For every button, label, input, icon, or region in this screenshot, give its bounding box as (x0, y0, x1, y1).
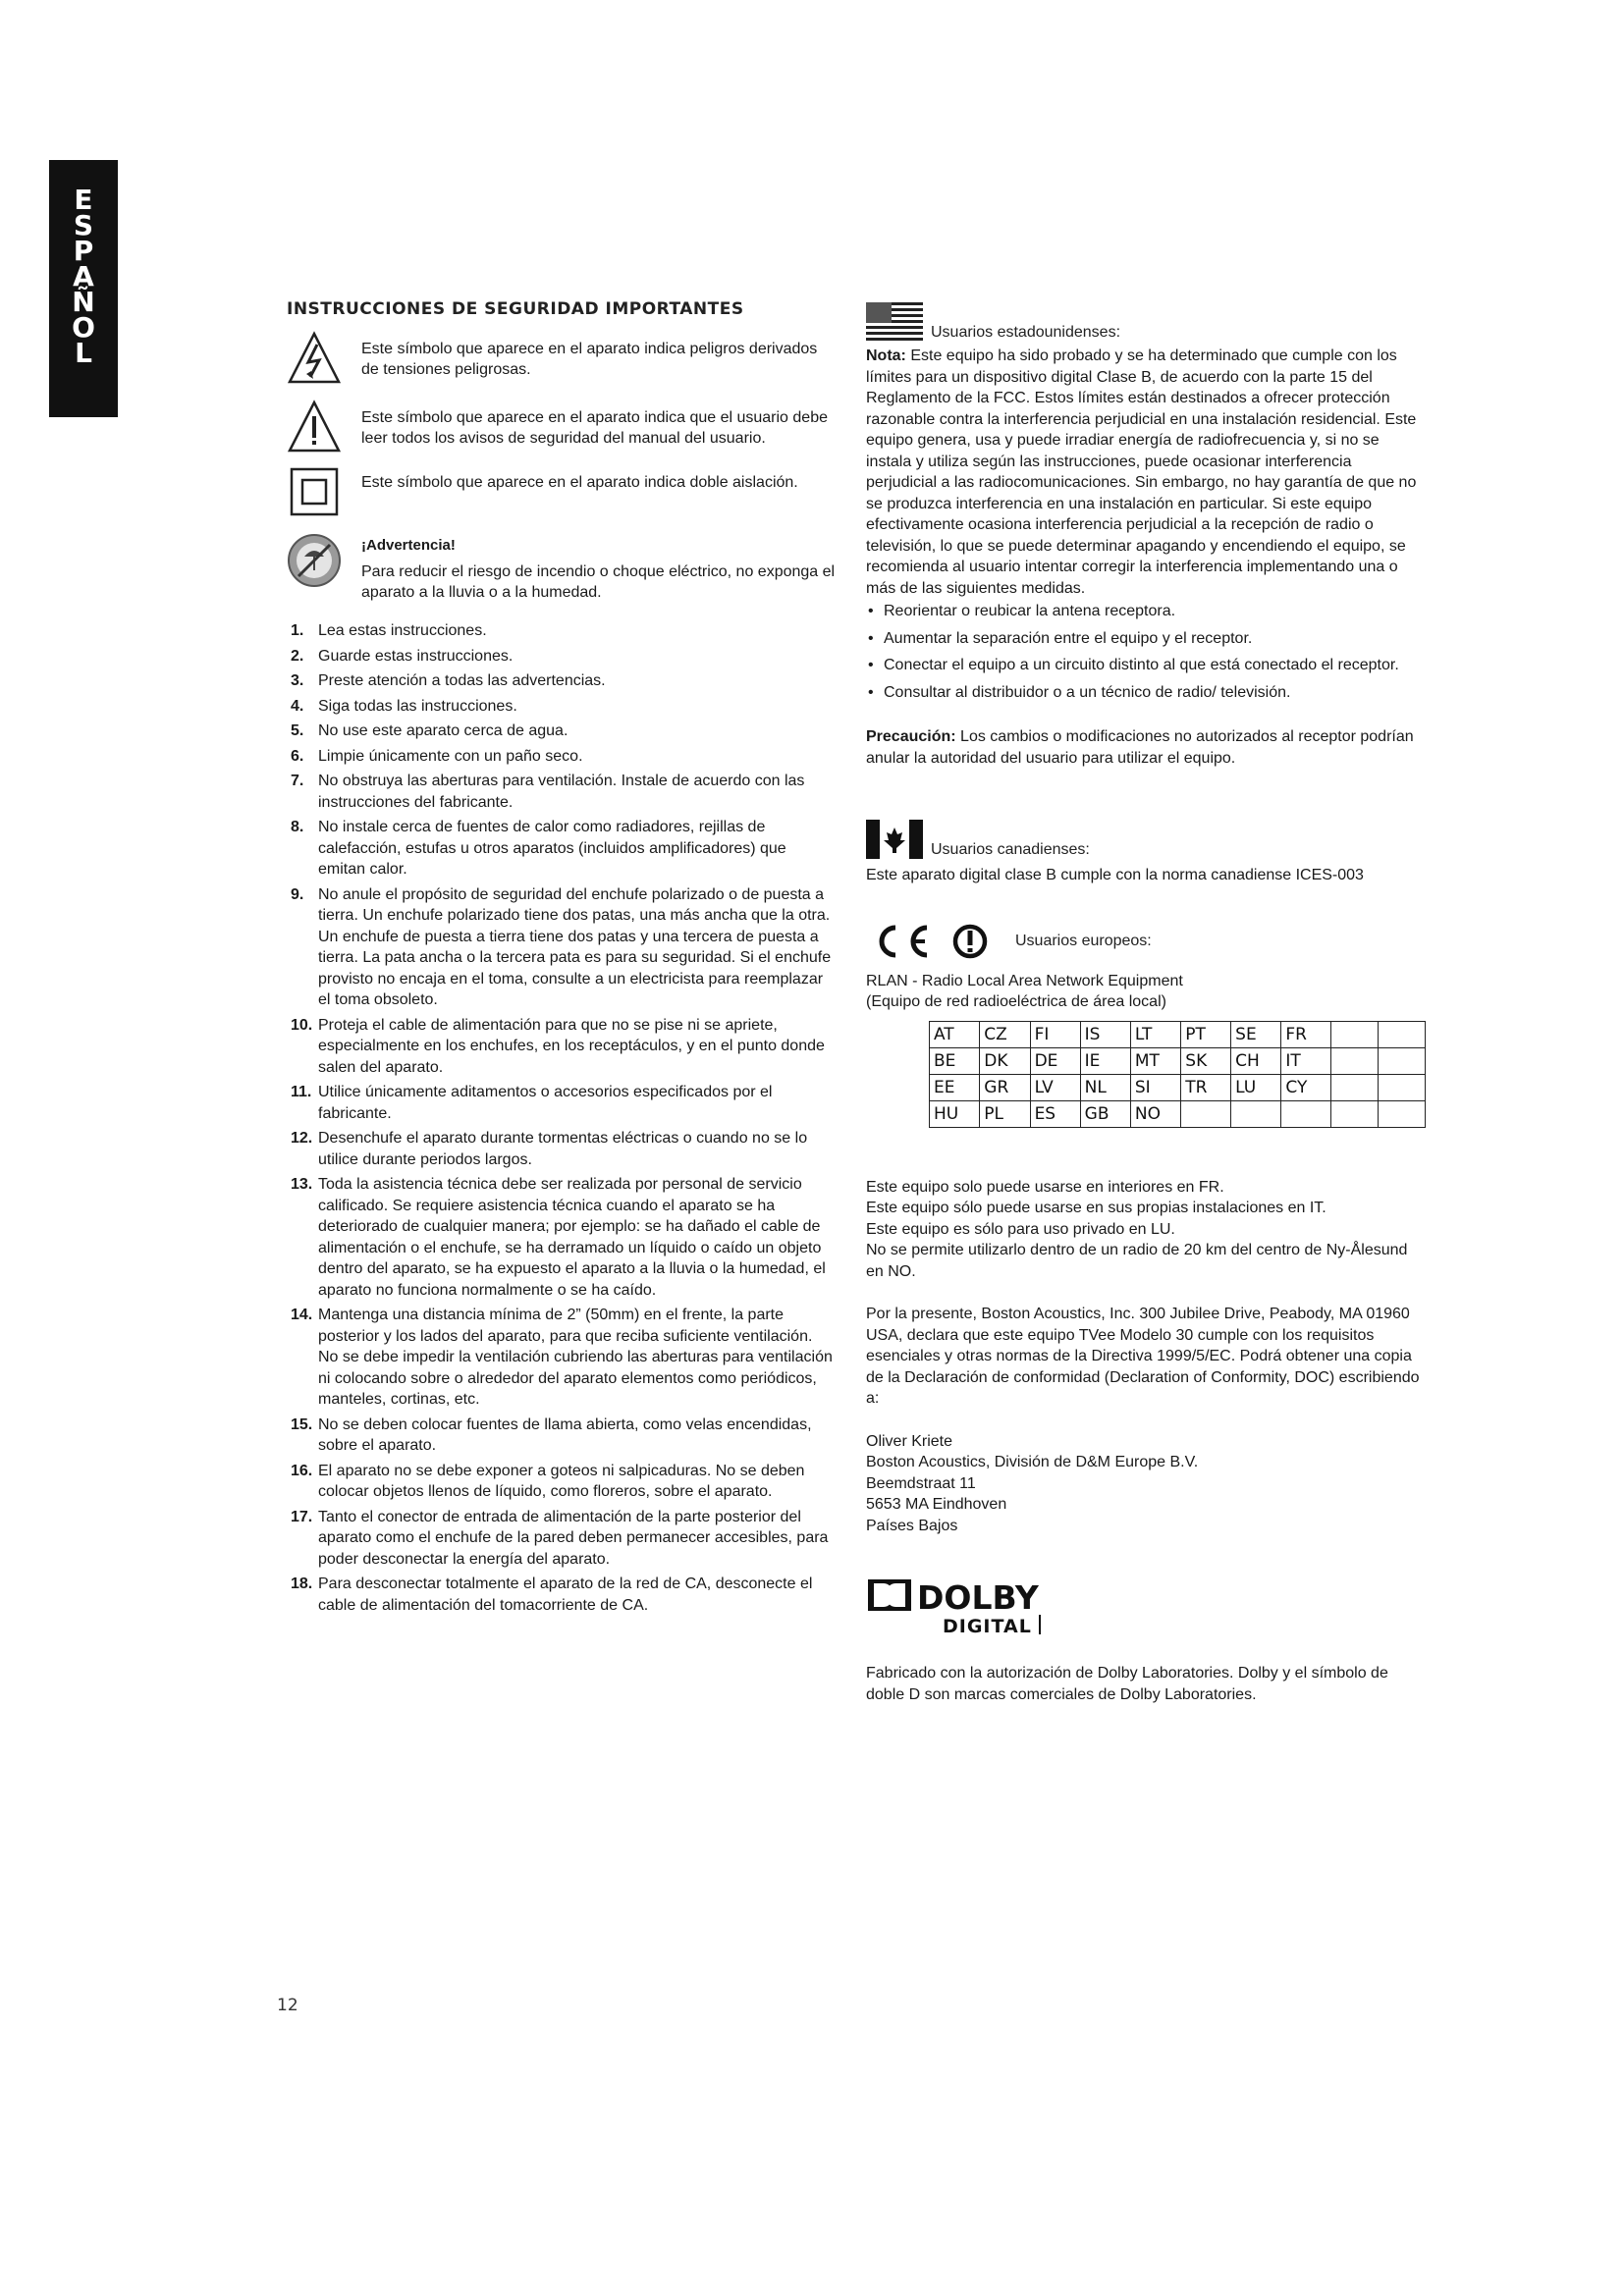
tab-letter: L (75, 337, 92, 369)
safety-item-number: 4. (291, 697, 304, 715)
tab-letter: E (74, 184, 93, 216)
symbol-text: Este símbolo que aparece en el aparato indica que el usuario debe leer todos los avisos de seguridad del manual del usuario. (361, 409, 828, 447)
safety-heading: INSTRUCCIONES DE SEGURIDAD IMPORTANTES (287, 299, 744, 319)
safety-item (287, 670, 837, 692)
country-cell: LU (1231, 1074, 1281, 1100)
warning-title: ¡Advertencia! (361, 537, 456, 554)
country-cell: EE (930, 1074, 980, 1100)
safety-item (287, 817, 837, 881)
country-cell (1331, 1021, 1379, 1047)
double-insulation-icon (287, 464, 342, 519)
address-line: Boston Acoustics, División de D&M Europe B.V. (866, 1454, 1199, 1470)
symbol-text: Este símbolo que aparece en el aparato indica peligros derivados de tensiones peligrosas. (361, 341, 818, 378)
tab-letter: A (73, 260, 94, 293)
country-cell (1281, 1100, 1331, 1127)
safety-item-text: No obstruya las aberturas para ventilación. Instale de acuerdo con las instrucciones del fabricante. (318, 773, 805, 811)
safety-item-number: 12. (291, 1130, 313, 1147)
tab-letter: S (73, 209, 94, 241)
safety-item-text: Tanto el conector de entrada de alimentación de la parte posterior del aparato como el enchufe de la pared deben permanecer accesibles, para poder desconectar la energía del aparato. (318, 1508, 829, 1568)
country-cell (1379, 1021, 1426, 1047)
contact-address (866, 1431, 1426, 1537)
safety-item (287, 620, 837, 642)
safety-item-number: 2. (291, 647, 304, 665)
fcc-note (866, 346, 1426, 599)
dolby-word: DOLBY (917, 1578, 1039, 1617)
eu-restriction-line: Este equipo es sólo para uso privado en LU. (866, 1220, 1175, 1238)
safety-item-number: 3. (291, 672, 304, 689)
country-row (930, 1021, 1426, 1047)
country-cell (1231, 1100, 1281, 1127)
no-rain-icon (287, 533, 342, 588)
ices-text: Este aparato digital clase B cumple con la norma canadiense ICES-003 (866, 867, 1364, 883)
country-cell: LT (1130, 1021, 1180, 1047)
caution-label: Precaución: (866, 728, 956, 745)
safety-item-number: 7. (291, 773, 304, 789)
country-row (930, 1074, 1426, 1100)
exclamation-warning-icon (287, 400, 342, 454)
europe-users-header (866, 922, 1426, 961)
country-cell: TR (1181, 1074, 1231, 1100)
fcc-measure-item: • Aumentar la separación entre el equipo y el receptor. (866, 628, 1426, 650)
country-cell: IS (1080, 1021, 1130, 1047)
safety-item-number: 10. (291, 1016, 313, 1034)
country-row (930, 1100, 1426, 1127)
country-cell: SE (1231, 1021, 1281, 1047)
safety-item-text: El aparato no se debe exponer a goteos ni salpicaduras. No se deben colocar objetos llenos de líquido, como floreros, sobre el aparato. (318, 1462, 805, 1500)
country-cell: HU (930, 1100, 980, 1127)
caution-paragraph (866, 726, 1426, 769)
canada-users-header (866, 820, 1426, 859)
safety-item-text: Limpie únicamente con un paño seco. (318, 747, 583, 765)
safety-item-text: Toda la asistencia técnica debe ser realizada por personal de servicio calificado. Se requiere asistencia técnica cuando el aparato se ha deteriorado de cualquier manera; por ejemplo: se ha dañado el cable de alimentación o el enchufe, se ha derramado un líquido o caído un objeto dentro del aparato, se ha expuesto el aparato a la lluvia o la humedad, el aparato no funciona normalmente o se ha caído. (318, 1176, 826, 1299)
address-line: Oliver Kriete (866, 1432, 953, 1450)
caution-text: Los cambios o modificaciones no autorizados al receptor podrían anular la autoridad del usuario para utilizar el equipo. (866, 728, 1414, 767)
country-cell: NO (1130, 1100, 1180, 1127)
address-line: Beemdstraat 11 (866, 1474, 976, 1492)
rlan-line-2: (Equipo de red radioeléctrica de área local) (866, 993, 1166, 1010)
canada-users-label: Usuarios canadienses: (931, 841, 1090, 858)
fcc-measures-list (866, 601, 1426, 703)
eu-restrictions (866, 1177, 1426, 1283)
safety-item-text: Mantenga una distancia mínima de 2” (50mm) en el frente, la parte posterior y los lados del aparato, para que reciba suficiente ventilación. No se debe impedir la ventilación cubriendo las aberturas para ventilación ni colocando sobre o alrededor del aparato elementos como periódicos, manteles, cortinas, etc. (318, 1307, 833, 1408)
country-cell: CZ (980, 1021, 1030, 1047)
country-cell: PT (1181, 1021, 1231, 1047)
country-cell: CH (1231, 1047, 1281, 1074)
eu-restriction-line: No se permite utilizarlo dentro de un radio de 20 km del centro de Ny-Ålesund en NO. (866, 1242, 1408, 1280)
country-cell (1379, 1047, 1426, 1074)
ce-mark-icon (866, 922, 935, 961)
safety-item (287, 1574, 837, 1616)
country-cell: FR (1281, 1021, 1331, 1047)
fcc-measure-item: • Reorientar o reubicar la antena receptora. (866, 601, 1426, 622)
safety-item-text: Desenchufe el aparato durante tormentas eléctricas o cuando no se lo utilice durante periodos largos. (318, 1130, 808, 1168)
country-cell: BE (930, 1047, 980, 1074)
country-cell (1331, 1047, 1379, 1074)
warning-text: Para reducir el riesgo de incendio o choque eléctrico, no exponga el aparato a la lluvia o a la humedad. (361, 563, 836, 601)
safety-item (287, 1415, 837, 1457)
country-cell: DE (1030, 1047, 1080, 1074)
country-cell: ES (1030, 1100, 1080, 1127)
safety-item (287, 884, 837, 1011)
safety-item-text: Utilice únicamente aditamentos o accesorios especificados por el fabricante. (318, 1084, 773, 1122)
safety-item-number: 17. (291, 1508, 313, 1525)
country-table (929, 1021, 1426, 1128)
us-users-label: Usuarios estadounidenses: (931, 324, 1121, 341)
warning-row (287, 533, 837, 603)
safety-item-number: 6. (291, 747, 304, 765)
country-cell: SK (1181, 1047, 1231, 1074)
safety-item-text: Siga todas las instrucciones. (318, 697, 517, 715)
safety-item-text: No use este aparato cerca de agua. (318, 722, 568, 739)
country-row (930, 1047, 1426, 1074)
address-line: 5653 MA Eindhoven (866, 1496, 1007, 1513)
symbol-row-double-insulation (287, 464, 837, 519)
safety-item-text: Preste atención a todas las advertencias. (318, 672, 606, 689)
safety-item-number: 8. (291, 819, 304, 835)
safety-item-text: Lea estas instrucciones. (318, 622, 487, 639)
safety-item (287, 721, 837, 742)
fcc-measure-item: • Consultar al distribuidor o a un técnico de radio/ televisión. (866, 682, 1426, 704)
safety-item (287, 1128, 837, 1170)
safety-item (287, 696, 837, 718)
country-cell: AT (930, 1021, 980, 1047)
alert-circle-icon (948, 922, 992, 961)
country-cell: GR (980, 1074, 1030, 1100)
country-cell: GB (1080, 1100, 1130, 1127)
safety-item (287, 1015, 837, 1079)
safety-item (287, 646, 837, 667)
country-cell: PL (980, 1100, 1030, 1127)
safety-item-number: 14. (291, 1307, 313, 1323)
symbol-row-lightning (287, 331, 837, 386)
country-cell: IT (1281, 1047, 1331, 1074)
country-cell (1331, 1074, 1379, 1100)
dolby-digital-word: DIGITAL (943, 1616, 1032, 1636)
safety-item-text: Guarde estas instrucciones. (318, 647, 514, 665)
country-cell: CY (1281, 1074, 1331, 1100)
safety-item-number: 5. (291, 722, 304, 739)
safety-item (287, 771, 837, 813)
safety-item-text: No anule el propósito de seguridad del enchufe polarizado o de puesta a tierra. Un enchufe polarizado tiene dos patas, una más ancha que la otra. Un enchufe de puesta a tierra tiene dos patas y una tercera de puesta a tierra. La pata ancha o la tercera pata es para su seguridad. Si el enchufe provisto no encaja en el toma, consulte a un electricista para reemplazar el toma obsoleto. (318, 885, 832, 1008)
canada-flag-icon (866, 820, 923, 859)
language-tab (49, 160, 118, 417)
safety-item (287, 1305, 837, 1411)
country-cell: MT (1130, 1047, 1180, 1074)
note-label: Nota: (866, 347, 906, 364)
safety-item (287, 746, 837, 768)
safety-item-number: 1. (291, 622, 304, 639)
safety-item-text: Para desconectar totalmente el aparato de la red de CA, desconecte el cable de alimentación del tomacorriente de CA. (318, 1575, 813, 1614)
country-cell (1379, 1100, 1426, 1127)
safety-instructions-column (287, 299, 837, 1620)
us-flag-icon (866, 302, 923, 342)
country-cell: NL (1080, 1074, 1130, 1100)
eu-restriction-line: Este equipo sólo puede usarse en sus propias instalaciones en IT. (866, 1200, 1326, 1216)
symbol-row-exclamation (287, 400, 837, 454)
safety-item (287, 1461, 837, 1503)
rlan-line-1: RLAN - Radio Local Area Network Equipment (866, 972, 1183, 989)
eu-restriction-line: Este equipo solo puede usarse en interiores en FR. (866, 1178, 1224, 1196)
tab-letter: O (72, 311, 95, 344)
country-cell (1181, 1100, 1231, 1127)
country-cell: FI (1030, 1021, 1080, 1047)
fcc-measure-item: • Conectar el equipo a un circuito distinto al que está conectado el receptor. (866, 655, 1426, 676)
address-line: Países Bajos (866, 1517, 958, 1534)
tab-letter: Ñ (72, 286, 95, 318)
country-cell (1379, 1074, 1426, 1100)
europe-users-label: Usuarios europeos: (1015, 932, 1152, 949)
country-cell: SI (1130, 1074, 1180, 1100)
safety-item-text: Proteja el cable de alimentación para que no se pise ni se apriete, especialmente en los enchufes, en los receptáculos, y en el punto donde salen del aparato. (318, 1016, 825, 1076)
note-text: Este equipo ha sido probado y se ha determinado que cumple con los límites para un dispositivo digital Clase B, de acuerdo con la parte 15 del Reglamento de la FCC. Estos límites están destinados a ofrecer protección razonable contra la interferencia perjudicial en una instalación residencial. Este equipo genera, usa y puede irradiar energía de radiofrecuencia y, si no se instala y utiliza según las instrucciones, puede ocasionar interferencia perjudicial a las radiocomunicaciones. Sin embargo, no hay garantía de que no se produzca interferencia en una instalación en particular. Si este equipo efectivamente ocasiona interferencia perjudicial a la recepción de radio o televisión, lo que se puede determinar apagando y encendiendo el equipo, se recomienda al usuario intentar corregir la interferencia implementando una o más de las siguientes medidas. (866, 347, 1417, 597)
safety-item-number: 11. (291, 1084, 312, 1100)
symbol-text: Este símbolo que aparece en el aparato indica doble aislación. (361, 474, 798, 491)
safety-item-number: 18. (291, 1575, 313, 1592)
dolby-trademark-text: Fabricado con la autorización de Dolby Laboratories. Dolby y el símbolo de doble D son marcas comerciales de Dolby Laboratories. (866, 1665, 1388, 1703)
us-users-header (866, 302, 1426, 342)
lightning-warning-icon (287, 331, 342, 386)
page-number: 12 (277, 1996, 298, 2015)
safety-item-number: 13. (291, 1176, 313, 1193)
country-cell (1331, 1100, 1379, 1127)
tab-letter: P (73, 235, 94, 267)
safety-item-number: 16. (291, 1462, 313, 1479)
declaration-text: Por la presente, Boston Acoustics, Inc. 300 Jubilee Drive, Peabody, MA 01960 USA, declara que este equipo TVee Modelo 30 cumple con los requisitos esenciales y otras normas de la Directiva 1999/5/EC. Podrá obtener una copia de la Declaración de conformidad (Declaration of Conformity, DOC) escribiendo a: (866, 1306, 1420, 1407)
safety-item-text: No instale cerca de fuentes de calor como radiadores, rejillas de calefacción, estufas u otros aparatos (incluidos amplificadores) que emitan calor. (318, 819, 786, 878)
country-cell: IE (1080, 1047, 1130, 1074)
compliance-column (866, 302, 1426, 1705)
safety-item (287, 1082, 837, 1124)
country-cell: LV (1030, 1074, 1080, 1100)
safety-item-text: No se deben colocar fuentes de llama abierta, como velas encendidas, sobre el aparato. (318, 1415, 812, 1454)
safety-list (287, 620, 837, 1616)
country-cell: DK (980, 1047, 1030, 1074)
safety-item (287, 1174, 837, 1301)
safety-item (287, 1507, 837, 1571)
safety-item-number: 15. (291, 1415, 313, 1433)
safety-item-number: 9. (291, 885, 304, 903)
dolby-digital-logo (866, 1575, 1053, 1636)
